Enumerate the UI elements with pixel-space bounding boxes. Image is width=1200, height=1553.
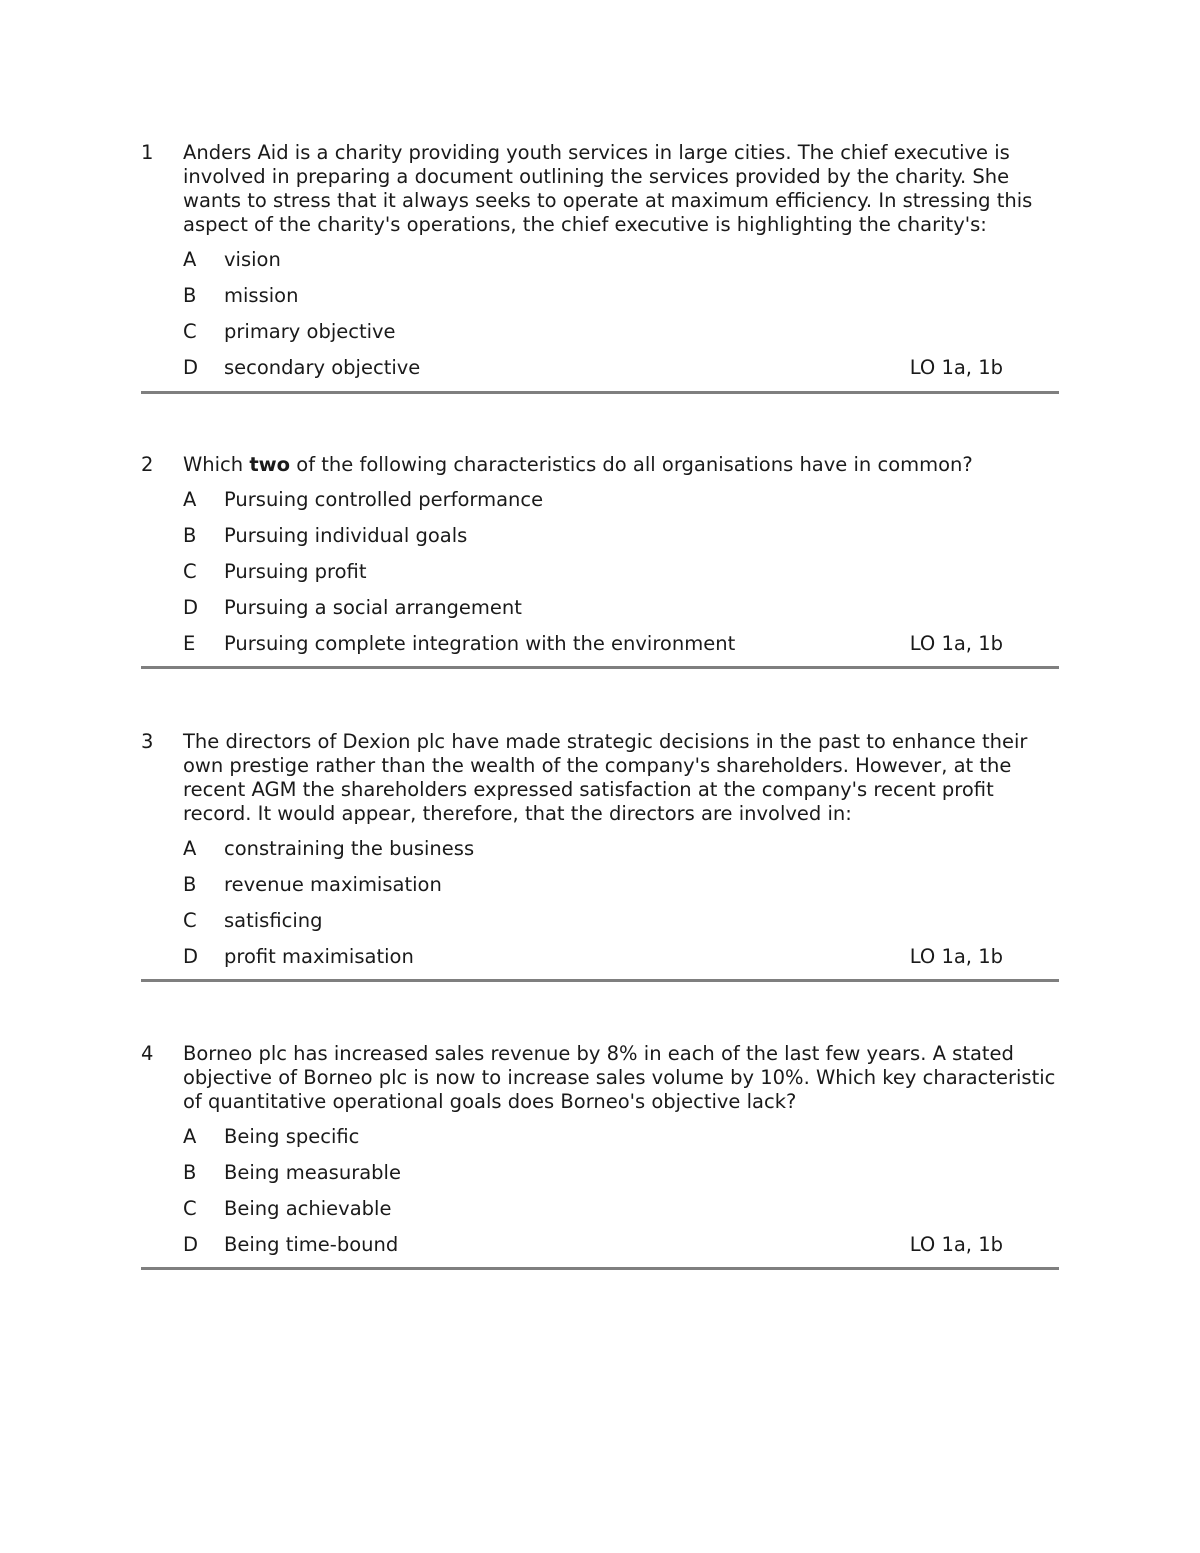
- option-d: [183, 596, 1059, 632]
- option-c: [183, 909, 1059, 945]
- option-c: [183, 560, 1059, 596]
- option-text: Being specific: [224, 1125, 360, 1148]
- option-letter: C: [183, 909, 197, 932]
- option-letter: A: [183, 248, 197, 271]
- question-stem: [141, 141, 1059, 237]
- option-letter: D: [183, 1233, 199, 1256]
- question-1: [141, 141, 1059, 392]
- option-a: [183, 837, 1059, 873]
- option-b: [183, 524, 1059, 560]
- option-letter: A: [183, 837, 197, 860]
- option-letter: C: [183, 560, 197, 583]
- learning-outcome-ref: LO 1a, 1b: [909, 632, 1003, 655]
- option-text: Pursuing profit: [224, 560, 367, 583]
- question-stem: [141, 453, 1059, 477]
- question-number: 3: [141, 730, 154, 753]
- question-text: Borneo plc has increased sales revenue by 8% in each of the last few years. A stated objective of Borneo plc is now to increase sales volume by 10%. Which key characteristic of quantitative operational goals does Borneo's objective lack?: [183, 1042, 1056, 1113]
- option-a: [183, 1125, 1059, 1161]
- question-4: [141, 1042, 1059, 1269]
- emphasis-text: two: [249, 453, 291, 476]
- option-letter: C: [183, 1197, 197, 1220]
- question-divider: [141, 1267, 1059, 1270]
- option-text: revenue maximisation: [224, 873, 442, 896]
- option-d: [183, 945, 1059, 981]
- learning-outcome-ref: LO 1a, 1b: [909, 945, 1003, 968]
- option-text: vision: [224, 248, 281, 271]
- question-number: 1: [141, 141, 154, 164]
- question-3: [141, 730, 1059, 981]
- option-text: Being measurable: [224, 1161, 401, 1184]
- option-text: primary objective: [224, 320, 396, 343]
- option-letter: D: [183, 356, 199, 379]
- option-letter: B: [183, 524, 197, 547]
- learning-outcome-ref: LO 1a, 1b: [909, 1233, 1003, 1256]
- answer-options: [141, 248, 1059, 392]
- option-letter: D: [183, 945, 199, 968]
- question-text: Anders Aid is a charity providing youth services in large cities. The chief executive is involved in preparing a document outlining the services provided by the charity. She wants to stress that it always seeks to operate at maximum efficiency. In stressing this aspect of the charity's operations, the chief executive is highlighting the charity's:: [183, 141, 1033, 236]
- answer-options: [141, 837, 1059, 981]
- option-c: [183, 1197, 1059, 1233]
- question-text: The directors of Dexion plc have made strategic decisions in the past to enhance their own prestige rather than the wealth of the company's shareholders. However, at the recent AGM the shareholders expressed satisfaction at the company's recent profit record. It would appear, therefore, that the directors are involved in:: [183, 730, 1028, 825]
- question-number: 2: [141, 453, 154, 476]
- option-letter: A: [183, 1125, 197, 1148]
- option-text: constraining the business: [224, 837, 475, 860]
- option-letter: B: [183, 284, 197, 307]
- question-divider: [141, 666, 1059, 669]
- option-text: Pursuing complete integration with the environment: [224, 632, 736, 655]
- answer-options: [141, 1125, 1059, 1269]
- option-text: satisficing: [224, 909, 323, 932]
- option-letter: D: [183, 596, 199, 619]
- question-text: Which two of the following characteristics do all organisations have in common?: [183, 453, 973, 476]
- option-d: [183, 356, 1059, 392]
- question-stem: [141, 1042, 1059, 1114]
- option-a: [183, 248, 1059, 284]
- learning-outcome-ref: LO 1a, 1b: [909, 356, 1003, 379]
- option-letter: E: [183, 632, 196, 655]
- option-letter: A: [183, 488, 197, 511]
- option-text: profit maximisation: [224, 945, 414, 968]
- option-text: Pursuing a social arrangement: [224, 596, 522, 619]
- option-text: Pursuing controlled performance: [224, 488, 544, 511]
- option-e: [183, 632, 1059, 668]
- option-c: [183, 320, 1059, 356]
- option-text: mission: [224, 284, 299, 307]
- option-text: secondary objective: [224, 356, 421, 379]
- option-text: Being time-bound: [224, 1233, 399, 1256]
- question-divider: [141, 391, 1059, 394]
- option-text: Being achievable: [224, 1197, 392, 1220]
- question-number: 4: [141, 1042, 154, 1065]
- option-a: [183, 488, 1059, 524]
- option-letter: C: [183, 320, 197, 343]
- option-b: [183, 873, 1059, 909]
- question-divider: [141, 979, 1059, 982]
- question-2: [141, 453, 1059, 668]
- option-letter: B: [183, 873, 197, 896]
- answer-options: [141, 488, 1059, 668]
- option-b: [183, 284, 1059, 320]
- option-letter: B: [183, 1161, 197, 1184]
- option-d: [183, 1233, 1059, 1269]
- option-b: [183, 1161, 1059, 1197]
- question-stem: [141, 730, 1059, 826]
- option-text: Pursuing individual goals: [224, 524, 468, 547]
